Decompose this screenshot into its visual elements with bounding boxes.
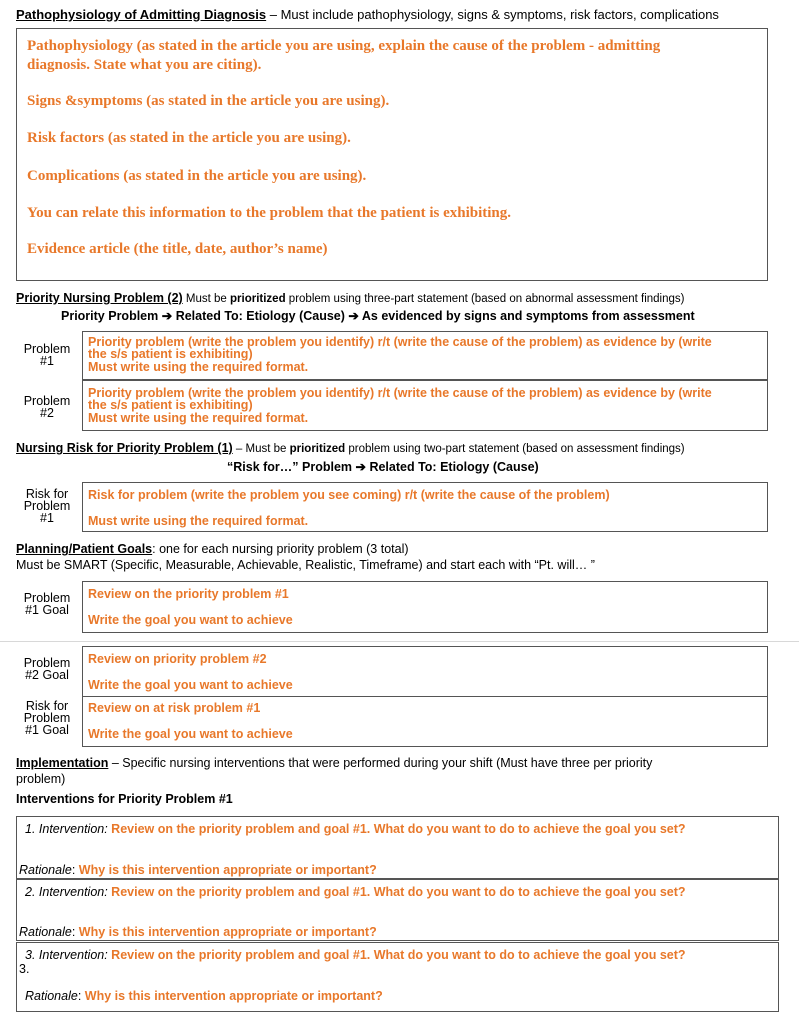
goal2-line1: Review on priority problem #2 xyxy=(88,652,267,666)
patho-complications: Complications (as stated in the article you are using). xyxy=(27,168,367,184)
patho-heading: Pathophysiology of Admitting Diagnosis – Must include pathophysiology, signs & symptoms, risk factors, complications xyxy=(16,7,719,22)
risk-heading: Nursing Risk for Priority Problem (1) – Must be prioritized problem using two-part statement (based on assessment findings) xyxy=(16,441,685,455)
goal3-line1: Review on at risk problem #1 xyxy=(88,701,261,715)
patho-text: Pathophysiology (as stated in the article you are using, explain the cause of the problem - admitting diagnosis. State what you are citing). xyxy=(27,38,661,73)
implementation-heading-line2: problem) xyxy=(16,772,66,786)
risk1-line2: Must write using the required format. xyxy=(88,514,309,528)
patho-box[interactable] xyxy=(16,28,768,281)
patho-relate: You can relate this information to the problem that the patient is exhibiting. xyxy=(27,205,512,221)
intervention1: 1. Intervention: Review on the priority problem and goal #1. What do you want to do to achieve the goal you set? xyxy=(25,822,686,836)
intervention3-number: 3. xyxy=(19,962,30,976)
goal-divider xyxy=(83,696,767,697)
rationale1: Rationale: Why is this intervention appropriate or important? xyxy=(19,863,377,877)
planning-heading: Planning/Patient Goals: one for each nursing priority problem (3 total) xyxy=(16,542,409,556)
goal3-line2: Write the goal you want to achieve xyxy=(88,727,293,741)
problem2-line1: Priority problem (write the problem you identify) r/t (write the cause of the problem) as evidence by (write xyxy=(88,386,712,400)
intervention1-box[interactable] xyxy=(16,816,779,879)
problem2-box[interactable] xyxy=(82,380,768,431)
priority-subheading: Priority Problem ➔ Related To: Etiology (Cause) ➔ As evidenced by signs and symptoms from assessment xyxy=(61,309,695,323)
problem2-line2: the s/s patient is exhibiting) xyxy=(88,398,253,412)
problem1-box[interactable] xyxy=(82,331,768,380)
planning-subheading: Must be SMART (Specific, Measurable, Achievable, Realistic, Timeframe) and start each with “Pt. will… ” xyxy=(16,558,595,572)
goal2-line2: Write the goal you want to achieve xyxy=(88,678,293,692)
priority-heading: Priority Nursing Problem (2) Must be prioritized problem using three-part statement (based on abnormal assessment findings) xyxy=(16,291,685,305)
problem1-label: Problem #1 xyxy=(23,342,71,368)
page-separator xyxy=(0,641,799,642)
goal1-line1: Review on the priority problem #1 xyxy=(88,587,289,601)
patho-signs: Signs &symptoms (as stated in the article you are using). xyxy=(27,93,390,109)
rationale2: Rationale: Why is this intervention appropriate or important? xyxy=(19,925,377,939)
intervention3: 3. Intervention: Review on the priority problem and goal #1. What do you want to do to achieve the goal you set? xyxy=(25,948,686,962)
risk-subheading: “Risk for…” Problem ➔ Related To: Etiology (Cause) xyxy=(227,460,539,474)
problem1-line3: Must write using the required format. xyxy=(88,360,309,374)
intervention2-box[interactable] xyxy=(16,879,779,941)
rationale3: Rationale: Why is this intervention appropriate or important? xyxy=(25,989,383,1003)
goal3-label: Risk for Problem #1 Goal xyxy=(23,699,71,737)
goal1-line2: Write the goal you want to achieve xyxy=(88,613,293,627)
patho-risk: Risk factors (as stated in the article you are using). xyxy=(27,130,351,146)
goal2-label: Problem #2 Goal xyxy=(23,656,71,682)
goal1-box[interactable] xyxy=(82,581,768,633)
problem2-label: Problem #2 xyxy=(23,394,71,420)
problem1-line2: the s/s patient is exhibiting) xyxy=(88,347,253,361)
goal1-label: Problem #1 Goal xyxy=(23,591,71,617)
patho-evidence: Evidence article (the title, date, author’s name) xyxy=(27,241,328,257)
implementation-heading: Implementation – Specific nursing interventions that were performed during your shift (Must have three per priority xyxy=(16,756,653,770)
problem2-line3: Must write using the required format. xyxy=(88,411,309,425)
risk1-box[interactable] xyxy=(82,482,768,532)
interventions-subheading: Interventions for Priority Problem #1 xyxy=(16,792,233,806)
arrow-right-icon: ➔ xyxy=(348,309,359,323)
intervention2: 2. Intervention: Review on the priority problem and goal #1. What do you want to do to achieve the goal you set? xyxy=(25,885,686,899)
risk1-label: Risk for Problem #1 xyxy=(23,487,71,525)
problem1-line1: Priority problem (write the problem you identify) r/t (write the cause of the problem) as evidence by (write xyxy=(88,335,712,349)
intervention3-box[interactable] xyxy=(16,942,779,1012)
risk1-line1: Risk for problem (write the problem you see coming) r/t (write the cause of the problem) xyxy=(88,488,610,502)
goal-box-group[interactable] xyxy=(82,646,768,747)
arrow-right-icon: ➔ xyxy=(355,460,366,474)
arrow-right-icon: ➔ xyxy=(161,309,173,323)
